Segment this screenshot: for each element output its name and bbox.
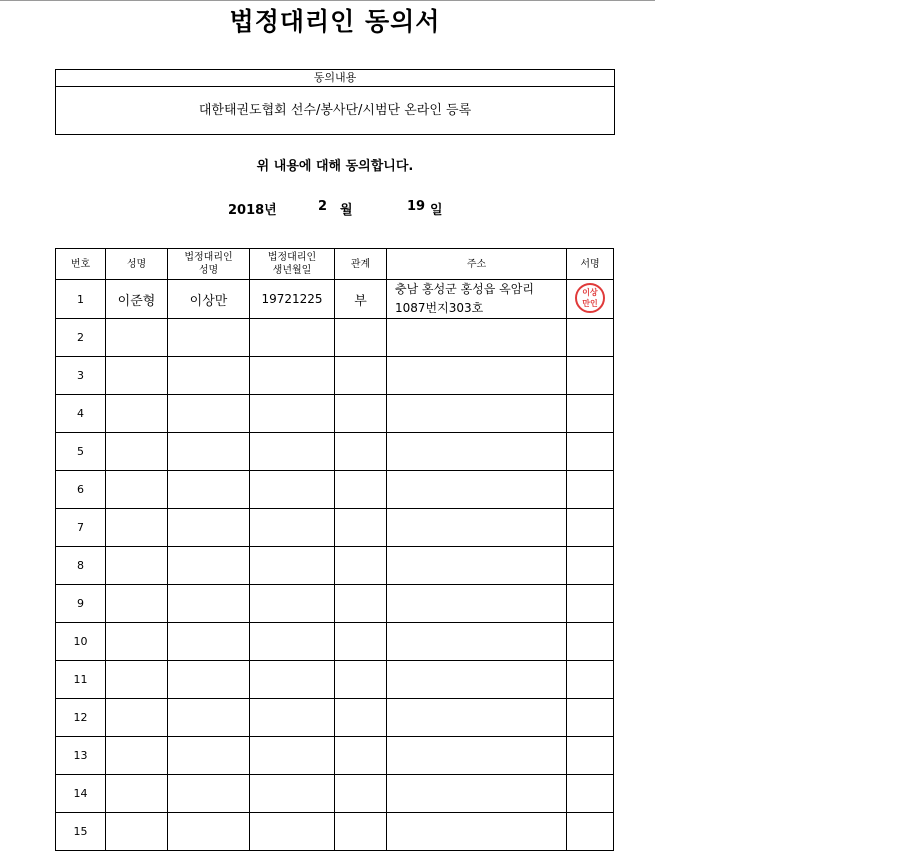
header-relation: 관계: [335, 249, 387, 280]
header-name: 성명: [106, 249, 168, 280]
cell-signature: [567, 471, 614, 509]
cell-signature: [567, 547, 614, 585]
seal-stamp-text: 이상 만인: [582, 287, 598, 308]
date-month: 2: [318, 199, 328, 214]
cell-no: 3: [56, 357, 106, 395]
cell-guardian-name: [168, 737, 250, 775]
cell-name: [106, 775, 168, 813]
table-row: [56, 737, 614, 775]
cell-name: [106, 699, 168, 737]
cell-name: [106, 509, 168, 547]
top-rule: [0, 0, 655, 1]
cell-signature: [567, 813, 614, 851]
cell-name: [106, 623, 168, 661]
seal-stamp-icon: [575, 283, 605, 313]
cell-signature: [567, 585, 614, 623]
table-row: [56, 509, 614, 547]
cell-guardian-name: [168, 699, 250, 737]
cell-guardian-birth: [250, 585, 335, 623]
cell-guardian-name: [168, 661, 250, 699]
cell-no: 9: [56, 585, 106, 623]
cell-guardian-birth: [250, 737, 335, 775]
header-no: 번호: [56, 249, 106, 280]
cell-guardian-birth: [250, 547, 335, 585]
cell-name: [106, 357, 168, 395]
cell-relation: [335, 433, 387, 471]
cell-name: [106, 395, 168, 433]
cell-guardian-birth: [250, 471, 335, 509]
cell-address: [387, 280, 567, 319]
cell-name: [106, 319, 168, 357]
cell-address: [387, 661, 567, 699]
cell-signature: [567, 280, 614, 319]
table-row: [56, 585, 614, 623]
table-row: [56, 280, 614, 319]
header-guardian-birth: 법정대리인 생년월일: [250, 249, 335, 280]
cell-guardian-name: [168, 813, 250, 851]
table-row: [56, 813, 614, 851]
cell-relation: [335, 395, 387, 433]
cell-guardian-birth: [250, 357, 335, 395]
cell-signature: [567, 737, 614, 775]
cell-guardian-birth: [250, 661, 335, 699]
date-year: 2018년: [228, 203, 277, 218]
cell-relation: [335, 509, 387, 547]
cell-address: [387, 813, 567, 851]
cell-no: 11: [56, 661, 106, 699]
cell-signature: [567, 623, 614, 661]
cell-signature: [567, 661, 614, 699]
cell-guardian-name: [168, 395, 250, 433]
cell-relation: 부: [335, 280, 387, 319]
cell-guardian-birth: [250, 319, 335, 357]
cell-relation: [335, 813, 387, 851]
cell-address: [387, 775, 567, 813]
table-row: [56, 395, 614, 433]
cell-signature: [567, 775, 614, 813]
cell-guardian-birth: [250, 433, 335, 471]
cell-no: 15: [56, 813, 106, 851]
cell-guardian-name: [168, 585, 250, 623]
date-month-unit: 월: [340, 203, 353, 218]
header-address: 주소: [387, 249, 567, 280]
table-row: [56, 623, 614, 661]
cell-no: 5: [56, 433, 106, 471]
cell-signature: [567, 357, 614, 395]
cell-name: [106, 737, 168, 775]
cell-name: 이준형: [106, 280, 168, 319]
cell-address: [387, 357, 567, 395]
cell-signature: [567, 433, 614, 471]
cell-relation: [335, 471, 387, 509]
cell-guardian-name: [168, 319, 250, 357]
cell-name: [106, 585, 168, 623]
cell-relation: [335, 775, 387, 813]
cell-no: 7: [56, 509, 106, 547]
cell-address: [387, 509, 567, 547]
cell-guardian-birth: [250, 509, 335, 547]
cell-relation: [335, 623, 387, 661]
cell-no: 8: [56, 547, 106, 585]
cell-address: [387, 471, 567, 509]
table-row: [56, 775, 614, 813]
cell-address: [387, 395, 567, 433]
table-header-row: [56, 249, 614, 280]
document-title: 법정대리인 동의서: [229, 7, 441, 36]
cell-guardian-birth: [250, 623, 335, 661]
cell-address: [387, 699, 567, 737]
cell-relation: [335, 661, 387, 699]
header-guardian-name: 법정대리인 성명: [168, 249, 250, 280]
cell-guardian-name: [168, 357, 250, 395]
cell-guardian-birth: [250, 395, 335, 433]
cell-relation: [335, 357, 387, 395]
cell-no: 10: [56, 623, 106, 661]
table-row: [56, 433, 614, 471]
cell-signature: [567, 509, 614, 547]
table-row: [56, 547, 614, 585]
cell-name: [106, 813, 168, 851]
cell-no: 14: [56, 775, 106, 813]
cell-guardian-name: [168, 433, 250, 471]
cell-name: [106, 547, 168, 585]
table-row: [56, 357, 614, 395]
cell-guardian-birth: [250, 699, 335, 737]
cell-address: [387, 319, 567, 357]
agree-statement: 위 내용에 대해 동의합니다.: [256, 159, 414, 174]
cell-guardian-name: [168, 471, 250, 509]
cell-guardian-name: [168, 547, 250, 585]
header-signature: 서명: [567, 249, 614, 280]
cell-address: [387, 585, 567, 623]
table-row: [56, 471, 614, 509]
cell-guardian-name: [168, 623, 250, 661]
table-row: [56, 661, 614, 699]
table-row: [56, 699, 614, 737]
cell-name: [106, 433, 168, 471]
cell-relation: [335, 699, 387, 737]
cell-guardian-birth: 19721225: [250, 280, 335, 319]
cell-guardian-birth: [250, 775, 335, 813]
cell-address: [387, 737, 567, 775]
address-line-1: 충남 홍성군 홍성읍 옥암리: [395, 282, 534, 296]
cell-no: 6: [56, 471, 106, 509]
date-day-unit: 일: [430, 203, 443, 218]
cell-signature: [567, 395, 614, 433]
cell-name: [106, 661, 168, 699]
cell-signature: [567, 699, 614, 737]
address-line-2: 1087번지303호: [395, 301, 484, 315]
cell-no: 12: [56, 699, 106, 737]
cell-address: [387, 547, 567, 585]
cell-no: 4: [56, 395, 106, 433]
consent-header: 동의내용: [56, 70, 614, 87]
cell-guardian-name: [168, 775, 250, 813]
cell-guardian-name: 이상만: [168, 280, 250, 319]
cell-address: [387, 623, 567, 661]
cell-relation: [335, 547, 387, 585]
table-row: [56, 319, 614, 357]
cell-signature: [567, 319, 614, 357]
cell-guardian-birth: [250, 813, 335, 851]
consent-box: [55, 69, 615, 135]
cell-relation: [335, 319, 387, 357]
cell-no: 13: [56, 737, 106, 775]
cell-relation: [335, 585, 387, 623]
consent-content: 대한태권도협회 선수/봉사단/시범단 온라인 등록: [198, 103, 472, 118]
cell-no: 1: [56, 280, 106, 319]
cell-name: [106, 471, 168, 509]
cell-no: 2: [56, 319, 106, 357]
guardian-table: [55, 248, 614, 851]
cell-address: [387, 433, 567, 471]
cell-relation: [335, 737, 387, 775]
date-day: 19: [407, 199, 426, 214]
cell-guardian-name: [168, 509, 250, 547]
